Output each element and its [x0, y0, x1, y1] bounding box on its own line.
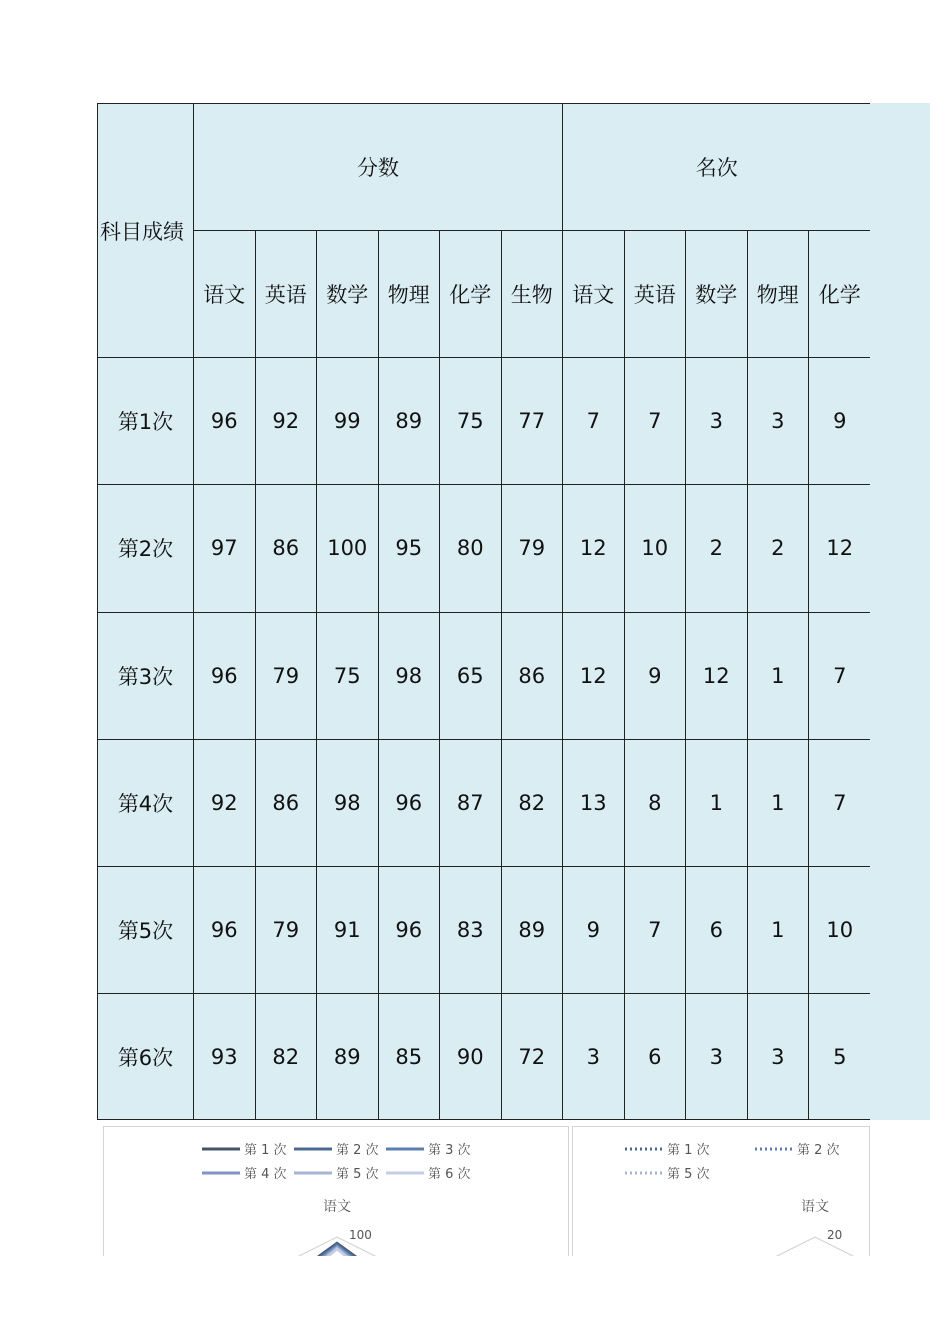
rank-cell: 13	[563, 740, 625, 867]
score-cell: 79	[256, 613, 318, 740]
score-cell: 96	[379, 867, 441, 994]
score-cell: 98	[317, 740, 379, 867]
score-cell: 92	[194, 740, 256, 867]
score-group-header: 分数	[194, 104, 563, 231]
rank-cell: 6	[625, 994, 687, 1120]
legend-label: 第 4 次	[244, 1167, 287, 1182]
score-cell: 89	[379, 358, 441, 485]
score-cell: 97	[194, 485, 256, 612]
rank-cell: 8	[625, 740, 687, 867]
row-label: 第6次	[98, 994, 194, 1120]
page-bottom-margin	[0, 1256, 950, 1344]
legend-label: 第 1 次	[244, 1143, 287, 1158]
score-subject-header: 数学	[317, 231, 379, 358]
rank-cell: 1	[748, 613, 810, 740]
rank-cell: 7	[625, 867, 687, 994]
radar-tick-label: 100	[349, 1228, 372, 1242]
score-cell: 72	[502, 994, 564, 1120]
rank-cell: 3	[748, 358, 810, 485]
score-cell: 96	[379, 740, 441, 867]
row-label: 第2次	[98, 485, 194, 612]
score-cell: 96	[194, 613, 256, 740]
score-cell: 86	[502, 613, 564, 740]
rank-cell: 3	[563, 994, 625, 1120]
score-cell: 75	[440, 358, 502, 485]
legend-label: 第 5 次	[336, 1167, 379, 1182]
rank-radar-chart[interactable]	[572, 1126, 870, 1266]
score-cell: 96	[194, 867, 256, 994]
score-cell: 79	[256, 867, 318, 994]
legend-label: 第 5 次	[667, 1167, 710, 1182]
rank-subject-header: 英语	[625, 231, 687, 358]
score-cell: 86	[256, 485, 318, 612]
score-cell: 75	[317, 613, 379, 740]
score-cell: 86	[256, 740, 318, 867]
rank-cell: 12	[563, 613, 625, 740]
score-table	[97, 103, 870, 1120]
rank-cell: 1	[686, 740, 748, 867]
legend-label: 第 2 次	[336, 1143, 379, 1158]
radar-axis-label: 语文	[801, 1199, 829, 1215]
score-subject-header: 英语	[256, 231, 318, 358]
radar-grid-ring	[775, 1237, 855, 1257]
score-cell: 82	[256, 994, 318, 1120]
rank-cell: 7	[563, 358, 625, 485]
score-cell: 77	[502, 358, 564, 485]
score-radar-plot	[104, 1127, 569, 1266]
score-cell: 80	[440, 485, 502, 612]
score-subject-header: 物理	[379, 231, 441, 358]
rank-radar-plot	[573, 1127, 870, 1266]
score-cell: 79	[502, 485, 564, 612]
rank-cell: 10	[625, 485, 687, 612]
rank-group-header: 名次	[563, 104, 870, 231]
legend-label: 第 1 次	[667, 1143, 710, 1158]
rank-cell: 12	[686, 613, 748, 740]
rank-cell: 2	[748, 485, 810, 612]
rank-cell: 1	[748, 740, 810, 867]
score-cell: 92	[256, 358, 318, 485]
rank-cell: 5	[809, 994, 870, 1120]
score-subject-header: 生物	[502, 231, 564, 358]
score-subject-header: 化学	[440, 231, 502, 358]
rank-cell: 9	[563, 867, 625, 994]
rank-cell: 12	[563, 485, 625, 612]
score-cell: 100	[317, 485, 379, 612]
rank-subject-header: 物理	[748, 231, 810, 358]
score-cell: 93	[194, 994, 256, 1120]
legend-label: 第 2 次	[797, 1143, 840, 1158]
rank-cell: 7	[625, 358, 687, 485]
score-cell: 82	[502, 740, 564, 867]
score-cell: 99	[317, 358, 379, 485]
rank-cell: 3	[748, 994, 810, 1120]
score-subject-header: 语文	[194, 231, 256, 358]
score-cell: 89	[502, 867, 564, 994]
rank-subject-header: 数学	[686, 231, 748, 358]
corner-header: 科目成绩	[98, 104, 194, 358]
score-cell: 90	[440, 994, 502, 1120]
legend-label: 第 6 次	[428, 1167, 471, 1182]
score-cell: 98	[379, 613, 441, 740]
rank-subject-header: 化学	[809, 231, 870, 358]
score-cell: 85	[379, 994, 441, 1120]
row-label: 第5次	[98, 867, 194, 994]
radar-axis-label: 语文	[323, 1199, 351, 1215]
rank-cell: 2	[686, 485, 748, 612]
score-cell: 89	[317, 994, 379, 1120]
row-label: 第1次	[98, 358, 194, 485]
rank-cell: 7	[809, 740, 870, 867]
rank-cell: 3	[686, 358, 748, 485]
row-label: 第3次	[98, 613, 194, 740]
rank-cell: 10	[809, 867, 870, 994]
rank-cell: 7	[809, 613, 870, 740]
rank-cell: 12	[809, 485, 870, 612]
score-cell: 96	[194, 358, 256, 485]
sheet-shaded-area	[870, 103, 930, 1120]
rank-cell: 9	[625, 613, 687, 740]
score-radar-chart[interactable]	[103, 1126, 569, 1266]
score-cell: 83	[440, 867, 502, 994]
rank-cell: 1	[748, 867, 810, 994]
rank-subject-header: 语文	[563, 231, 625, 358]
radar-tick-label: 20	[827, 1228, 843, 1242]
rank-cell: 3	[686, 994, 748, 1120]
score-cell: 91	[317, 867, 379, 994]
row-label: 第4次	[98, 740, 194, 867]
rank-cell: 9	[809, 358, 870, 485]
legend-label: 第 3 次	[428, 1143, 471, 1158]
score-cell: 65	[440, 613, 502, 740]
score-cell: 87	[440, 740, 502, 867]
score-cell: 95	[379, 485, 441, 612]
rank-cell: 6	[686, 867, 748, 994]
